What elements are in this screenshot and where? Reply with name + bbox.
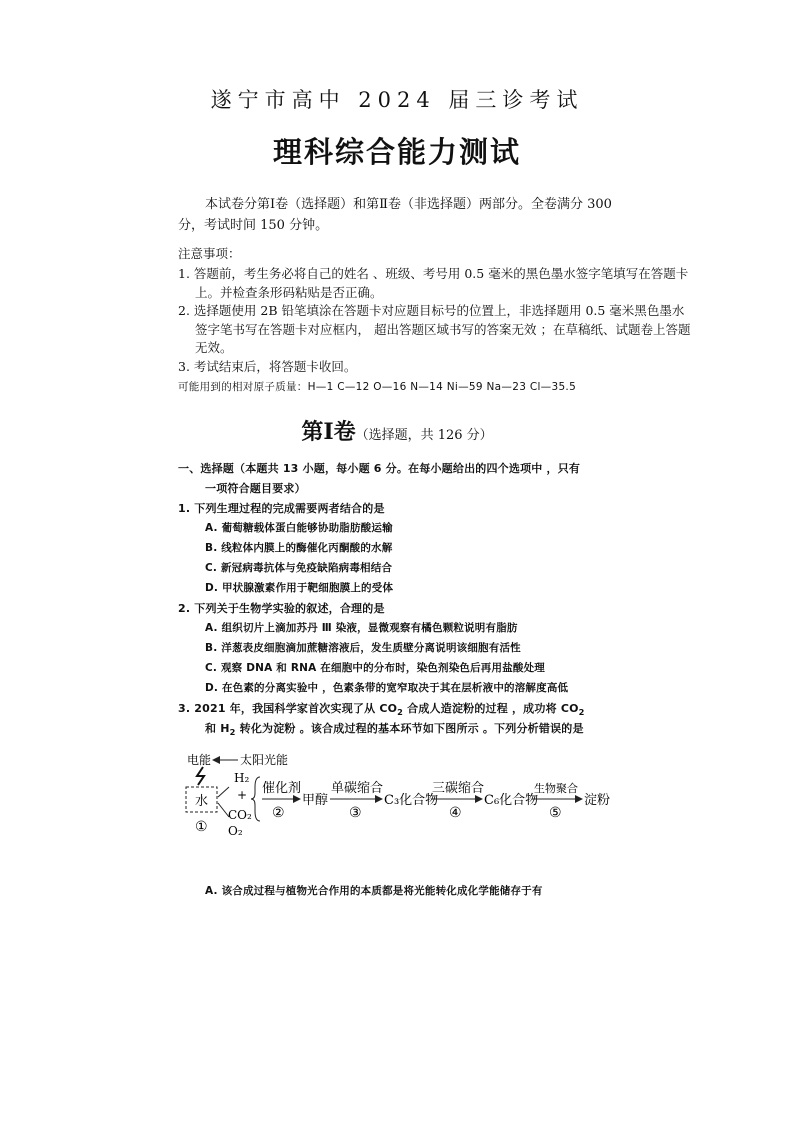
q1-stem: 1. 下列生理过程的完成需要两者结合的是 xyxy=(178,502,385,515)
q2-option-b: B. 洋葱表皮细胞滴加蔗糖溶液后，发生质壁分离说明该细胞有活性 xyxy=(205,642,521,654)
label-methanol: 甲醇 xyxy=(302,793,329,808)
label-single-carbon: 单碳缩合 xyxy=(331,781,384,796)
q1-option-a: A. 葡萄糖载体蛋白能够协助脂肪酸运输 xyxy=(205,522,393,534)
q2-option-c: C. 观察 DNA 和 RNA 在细胞中的分布时，染色剂染色后再用盐酸处理 xyxy=(205,662,545,674)
note-2a: 2. 选择题使用 2B 铅笔填涂在答题卡对应题目标号的位置上，非选择题用 0.5 毫米黑色墨水 xyxy=(178,303,685,318)
label-electric: 电能 xyxy=(187,753,212,767)
label-c6: C₆化合物 xyxy=(484,793,539,808)
intro-line-1: 本试卷分第Ⅰ卷（选择题）和第Ⅱ卷（非选择题）两部分。全卷满分 300 xyxy=(205,197,612,212)
q3-stem-line-2 xyxy=(205,720,584,737)
q3-stem-b: 合成人造淀粉的过程 ，成功将 xyxy=(407,702,557,715)
atomic-masses: 可能用到的相对原子质量：H—1 C—12 O—16 N—14 Ni—59 Na—23 Cl—35.5 xyxy=(178,381,577,393)
part1-line-1: 一、选择题（本题共 13 小题，每小题 6 分。在每小题给出的四个选项中 ，只有 xyxy=(178,462,581,475)
label-h2: H₂ xyxy=(234,771,250,785)
section-subtitle: （选择题，共 126 分） xyxy=(355,428,493,443)
label-catalyst: 催化剂 xyxy=(262,781,302,796)
q2-stem: 2. 下列关于生物学实验的叙述，合理的是 xyxy=(178,602,385,615)
q3-option-a: A. 该合成过程与植物光合作用的本质都是将光能转化成化学能储存于有 xyxy=(205,885,543,897)
step-3-number: ③ xyxy=(349,805,362,821)
synthesis-diagram xyxy=(0,745,794,855)
label-tri-carbon: 三碳缩合 xyxy=(432,781,485,796)
label-co2: CO₂ xyxy=(228,808,252,822)
split-line-up xyxy=(218,787,229,797)
step-2-number: ② xyxy=(272,805,285,821)
label-c3: C₃化合物 xyxy=(384,793,439,808)
lightning-icon xyxy=(197,767,204,785)
q3-co2-2: $CO_2$ xyxy=(560,702,585,718)
q1-option-c: C. 新冠病毒抗体与免疫缺陷病毒相结合 xyxy=(205,562,393,574)
q3-co2: $CO_2$ xyxy=(379,702,404,718)
note-1a: 1. 答题前，考生务必将自己的姓名 、班级、考号用 0.5 毫米的黑色墨水签字笔填写在答题卡 xyxy=(178,266,689,281)
step-4-number: ④ xyxy=(449,805,462,821)
label-starch: 淀粉 xyxy=(584,793,611,808)
subject-title: 理科综合能力测试 xyxy=(272,135,521,169)
q1-option-d: D. 甲状腺激素作用于靶细胞膜上的受体 xyxy=(205,582,394,594)
step-5-number: ⑤ xyxy=(549,805,562,821)
notes-heading: 注意事项： xyxy=(178,246,241,261)
note-1b: 上。并检查条形码粘贴是否正确。 xyxy=(195,285,383,300)
label-solar: 太阳光能 xyxy=(240,753,289,767)
section-title xyxy=(0,415,794,446)
note-2b: 签字笔书写在答题卡对应框内， 超出答题区域书写的答案无效 ；在草稿纸、试题卷上答题 xyxy=(195,322,691,337)
q2-option-d: D. 在色素的分离实验中 ，色素条带的宽窄取决于其在层析液中的溶解度高低 xyxy=(205,682,569,694)
exam-title: 遂宁市高中 2024 届三诊考试 xyxy=(210,88,584,112)
q1-option-b: B. 线粒体内膜上的酶催化丙酮酸的水解 xyxy=(205,542,393,554)
q3-stem-a: 3. 2021 年，我国科学家首次实现了从 xyxy=(178,702,376,715)
q3-h2: $H_2$ xyxy=(220,722,236,738)
brace xyxy=(251,777,260,821)
note-2c: 无效。 xyxy=(195,340,233,355)
step-1-number: ① xyxy=(195,819,208,835)
q3-stem-c: 和 xyxy=(205,722,217,735)
q3-stem-line-1 xyxy=(178,700,585,717)
q3-stem-d: 转化为淀粉 。该合成过程的基本环节如下图所示 。下列分析错误的是 xyxy=(239,722,584,735)
note-3: 3. 考试结束后，将答题卡收回。 xyxy=(178,359,357,374)
label-plus: + xyxy=(237,788,248,802)
part1-line-2: 一项符合题目要求） xyxy=(205,482,306,495)
label-water: 水 xyxy=(195,794,209,809)
q2-option-a: A. 组织切片上滴加苏丹 Ⅲ 染液，显微观察有橘色颗粒说明有脂肪 xyxy=(205,622,518,634)
intro-line-2: 分，考试时间 150 分钟。 xyxy=(178,218,329,233)
section-title-main: 第Ⅰ卷 xyxy=(301,419,356,445)
label-bio-polymer: 生物聚合 xyxy=(534,782,578,795)
label-o2: O₂ xyxy=(228,824,243,838)
